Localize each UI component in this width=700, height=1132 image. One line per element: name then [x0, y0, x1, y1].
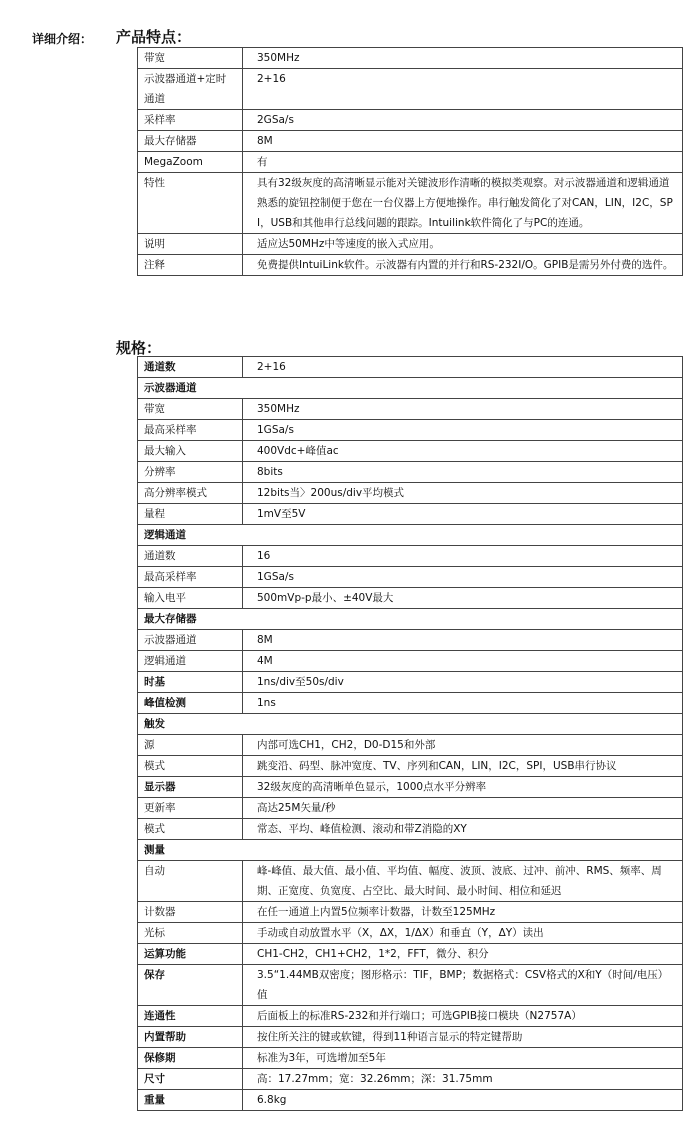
row-label: 通道数	[138, 546, 243, 567]
table-row	[138, 965, 683, 1006]
section-title: 示波器通道	[138, 378, 683, 399]
table-row	[138, 69, 683, 110]
table-row	[138, 110, 683, 131]
table-row	[138, 1048, 683, 1069]
row-label: 连通性	[138, 1006, 243, 1027]
row-value: 1ns/div至50s/div	[243, 672, 683, 693]
table-row	[138, 399, 683, 420]
section-title: 逻辑通道	[138, 525, 683, 546]
row-label: 带宽	[138, 48, 243, 69]
row-label: 量程	[138, 504, 243, 525]
row-label: 峰值检测	[138, 693, 243, 714]
row-value: 2+16	[243, 69, 683, 110]
section-row	[138, 840, 683, 861]
row-value: 350MHz	[243, 48, 683, 69]
table-row	[138, 651, 683, 672]
row-label: 尺寸	[138, 1069, 243, 1090]
table-row	[138, 441, 683, 462]
row-label: 保存	[138, 965, 243, 1006]
row-label: 说明	[138, 234, 243, 255]
row-value: 16	[243, 546, 683, 567]
row-value: 高：17.27mm；宽：32.26mm；深：31.75mm	[243, 1069, 683, 1090]
table-row	[138, 902, 683, 923]
row-label: 模式	[138, 819, 243, 840]
row-value: 1GSa/s	[243, 420, 683, 441]
section-title: 最大存储器	[138, 609, 683, 630]
section-row	[138, 714, 683, 735]
row-label: 更新率	[138, 798, 243, 819]
table-row	[138, 861, 683, 902]
row-label: 光标	[138, 923, 243, 944]
row-value: 峰-峰值、最大值、最小值、平均值、幅度、波顶、波底、过冲、前冲、RMS、频率、周期、正宽度、负宽度、占空比、最大时间、最小时间、相位和延迟	[243, 861, 683, 902]
row-value: 8bits	[243, 462, 683, 483]
row-value: CH1-CH2，CH1+CH2，1*2，FFT，微分、积分	[243, 944, 683, 965]
table-row	[138, 944, 683, 965]
table-row	[138, 462, 683, 483]
row-value: 常态、平均、峰值检测、滚动和带Z消隐的XY	[243, 819, 683, 840]
row-label: 计数器	[138, 902, 243, 923]
specs-table	[137, 356, 683, 1111]
row-label: 源	[138, 735, 243, 756]
row-label: 保修期	[138, 1048, 243, 1069]
row-value: 标准为3年，可选增加至5年	[243, 1048, 683, 1069]
table-row	[138, 819, 683, 840]
table-row	[138, 173, 683, 234]
features-heading: 产品特点：	[116, 28, 192, 46]
row-label: 运算功能	[138, 944, 243, 965]
row-value: 按住所关注的键或软键，得到11种语言显示的特定键帮助	[243, 1027, 683, 1048]
table-row	[138, 357, 683, 378]
row-value: 2GSa/s	[243, 110, 683, 131]
row-label: 示波器通道+定时通道	[138, 69, 243, 110]
row-value: 跳变沿、码型、脉冲宽度、TV、序列和CAN，LIN，I2C，SPI，USB串行协议	[243, 756, 683, 777]
row-label: 分辨率	[138, 462, 243, 483]
table-row	[138, 1090, 683, 1111]
row-value: 400Vdc+峰值ac	[243, 441, 683, 462]
section-title: 触发	[138, 714, 683, 735]
row-label: 时基	[138, 672, 243, 693]
section-row	[138, 609, 683, 630]
section-row	[138, 378, 683, 399]
table-row	[138, 756, 683, 777]
row-value: 8M	[243, 630, 683, 651]
row-value: 350MHz	[243, 399, 683, 420]
table-row	[138, 923, 683, 944]
row-value: 2+16	[243, 357, 683, 378]
row-label: 显示器	[138, 777, 243, 798]
row-value: 1mV至5V	[243, 504, 683, 525]
section-title: 测量	[138, 840, 683, 861]
row-label: 特性	[138, 173, 243, 234]
table-row	[138, 152, 683, 173]
row-label: 内置帮助	[138, 1027, 243, 1048]
table-row	[138, 131, 683, 152]
row-value: 3.5“1.44MB双密度；图形格示：TIF，BMP；数据格式：CSV格式的X和Y（时间/电压）值	[243, 965, 683, 1006]
specs-heading: 规格：	[116, 339, 162, 357]
table-row	[138, 672, 683, 693]
row-value: 1ns	[243, 693, 683, 714]
row-value: 具有32级灰度的高清晰显示能对关键波形作清晰的模拟类观察。对示波器通道和逻辑通道熟悉的旋钮控制便于您在一台仪器上方便地操作。串行触发简化了对CAN，LIN，I2C，SPI，USB和其他串行总线问题的跟踪。Intuilink软件简化了与PC的连通。	[243, 173, 683, 234]
table-row	[138, 1069, 683, 1090]
table-row	[138, 588, 683, 609]
table-row	[138, 777, 683, 798]
row-value: 500mVp-p最小、±40V最大	[243, 588, 683, 609]
row-value: 手动或自动放置水平（X，ΔX，1/ΔX）和垂直（Y，ΔY）读出	[243, 923, 683, 944]
row-value: 1GSa/s	[243, 567, 683, 588]
table-row	[138, 630, 683, 651]
table-row	[138, 504, 683, 525]
table-row	[138, 735, 683, 756]
row-label: 最高采样率	[138, 567, 243, 588]
row-label: MegaZoom	[138, 152, 243, 173]
row-value: 6.8kg	[243, 1090, 683, 1111]
row-label: 带宽	[138, 399, 243, 420]
table-row	[138, 483, 683, 504]
row-label: 最大存储器	[138, 131, 243, 152]
row-value: 内部可选CH1，CH2，D0-D15和外部	[243, 735, 683, 756]
row-value: 4M	[243, 651, 683, 672]
table-row	[138, 420, 683, 441]
row-value: 12bits当〉200us/div平均模式	[243, 483, 683, 504]
row-label: 采样率	[138, 110, 243, 131]
table-row	[138, 1006, 683, 1027]
table-row	[138, 1027, 683, 1048]
intro-label: 详细介绍：	[32, 32, 93, 46]
row-value: 高达25M矢量/秒	[243, 798, 683, 819]
section-row	[138, 525, 683, 546]
features-table	[137, 47, 683, 276]
row-label: 最大输入	[138, 441, 243, 462]
table-row	[138, 798, 683, 819]
table-row	[138, 693, 683, 714]
row-label: 通道数	[138, 357, 243, 378]
row-label: 逻辑通道	[138, 651, 243, 672]
row-label: 模式	[138, 756, 243, 777]
row-value: 后面板上的标准RS-232和并行端口；可选GPIB接口模块（N2757A）	[243, 1006, 683, 1027]
table-row	[138, 234, 683, 255]
row-label: 自动	[138, 861, 243, 902]
row-value: 32级灰度的高清晰单色显示，1000点水平分辨率	[243, 777, 683, 798]
row-value: 免费提供IntuiLink软件。示波器有内置的并行和RS-232I/O。GPIB是需另外付费的选件。	[243, 255, 683, 276]
row-value: 有	[243, 152, 683, 173]
row-value: 适应达50MHz中等速度的嵌入式应用。	[243, 234, 683, 255]
row-label: 注释	[138, 255, 243, 276]
table-row	[138, 567, 683, 588]
row-label: 高分辨率模式	[138, 483, 243, 504]
row-value: 在任一通道上内置5位频率计数器，计数至125MHz	[243, 902, 683, 923]
table-row	[138, 255, 683, 276]
row-label: 最高采样率	[138, 420, 243, 441]
row-label: 输入电平	[138, 588, 243, 609]
table-row	[138, 546, 683, 567]
table-row	[138, 48, 683, 69]
row-label: 重量	[138, 1090, 243, 1111]
row-value: 8M	[243, 131, 683, 152]
row-label: 示波器通道	[138, 630, 243, 651]
